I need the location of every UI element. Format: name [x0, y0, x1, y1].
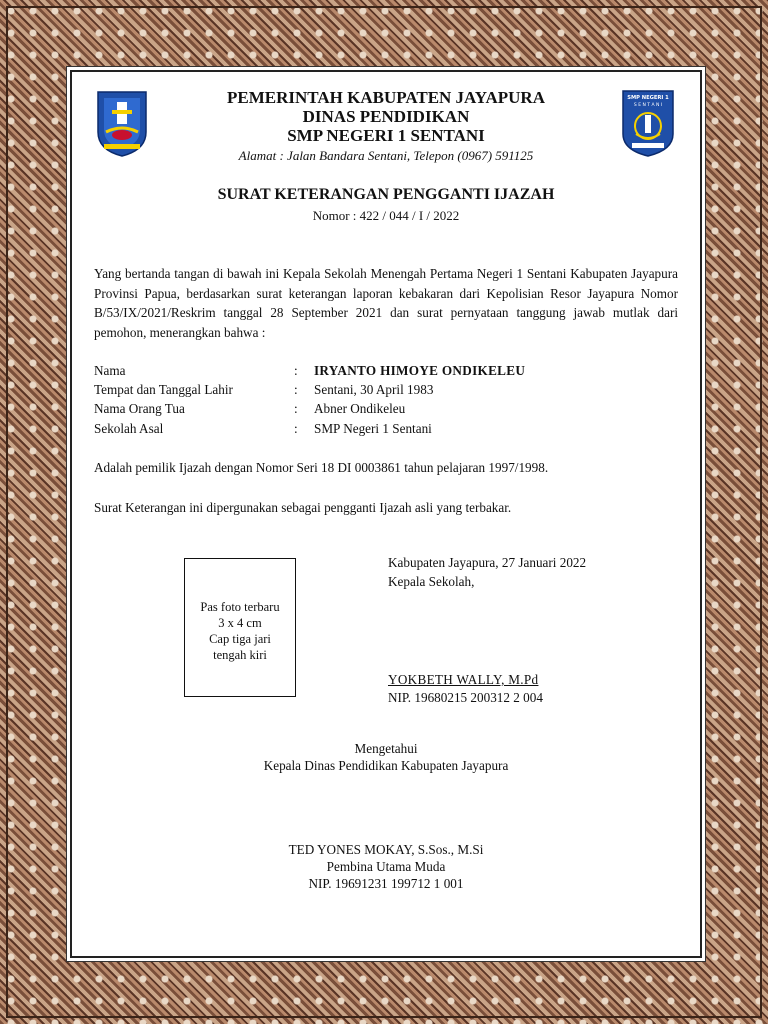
field-row-school: [94, 421, 678, 440]
photo-note-line: Pas foto terbaru: [200, 600, 280, 614]
header-address: Alamat : Jalan Bandara Sentani, Telepon (0967) 591125: [238, 148, 534, 163]
field-label: Nama: [94, 363, 126, 378]
field-value: IRYANTO HIMOYE ONDIKELEU: [314, 363, 526, 378]
acknowledgement-office: Kepala Dinas Pendidikan Kabupaten Jayapura: [263, 758, 509, 773]
header-school: SMP NEGERI 1 SENTANI: [287, 126, 485, 145]
field-row-name: [94, 363, 678, 382]
document-title: SURAT KETERANGAN PENGGANTI IJAZAH: [217, 186, 555, 203]
document-number: Nomor : 422 / 044 / I / 2022: [312, 208, 460, 223]
field-value: SMP Negeri 1 Sentani: [314, 421, 432, 436]
field-value: Abner Ondikeleu: [314, 401, 406, 416]
certificate-page: [70, 70, 702, 958]
head-nip: NIP. 19691231 199712 1 001: [308, 876, 464, 891]
acknowledgement-label: Mengetahui: [354, 741, 418, 756]
intro-paragraph: Yang bertanda tangan di bawah ini Kepala Sekolah Menengah Pertama Negeri 1 Sentani Kabupaten Jayapura Provinsi Papua, berdasarkan surat keterangan laporan kebakaran dari Kepolisian Resor Jayapura Nomor B/53/IX/2021/Reskrim tanggal 28 September 2021 dan surat pernyataan tanggung jawab mutlak dari pemohon, menerangkan bahwa :: [94, 266, 678, 340]
signature-position: Kepala Sekolah,: [388, 574, 475, 589]
field-separator: :: [294, 363, 298, 378]
signature-place-date: Kabupaten Jayapura, 27 Januari 2022: [388, 555, 587, 570]
field-separator: :: [294, 421, 298, 436]
ownership-statement: Adalah pemilik Ijazah dengan Nomor Seri 18 DI 0003861 tahun pelajaran 1997/1998.: [94, 460, 549, 475]
photo-placeholder-box: [184, 558, 296, 697]
photo-note-line: 3 x 4 cm: [218, 616, 262, 630]
field-value: Sentani, 30 April 1983: [314, 382, 434, 397]
svg-text:SMP NEGERI 1: SMP NEGERI 1: [627, 95, 669, 101]
field-label: Sekolah Asal: [94, 421, 164, 436]
purpose-statement: Surat Keterangan ini dipergunakan sebagai pengganti Ijazah asli yang terbakar.: [94, 500, 512, 515]
field-row-parent: [94, 401, 678, 420]
principal-name: YOKBETH WALLY, M.Pd: [388, 672, 539, 687]
principal-nip: NIP. 19680215 200312 2 004: [388, 690, 543, 705]
head-rank: Pembina Utama Muda: [326, 859, 446, 874]
header-government: PEMERINTAH KABUPATEN JAYAPURA: [227, 88, 545, 107]
photo-note-line: tengah kiri: [213, 648, 267, 662]
header-department: DINAS PENDIDIKAN: [302, 107, 470, 126]
field-separator: :: [294, 382, 298, 397]
field-separator: :: [294, 401, 298, 416]
photo-note-line: Cap tiga jari: [209, 632, 271, 646]
field-row-birth: [94, 382, 678, 401]
head-name: TED YONES MOKAY, S.Sos., M.Si: [288, 842, 484, 857]
svg-text:S E N T A N I: S E N T A N I: [633, 103, 663, 108]
field-label: Nama Orang Tua: [94, 401, 185, 416]
field-label: Tempat dan Tanggal Lahir: [94, 382, 233, 397]
